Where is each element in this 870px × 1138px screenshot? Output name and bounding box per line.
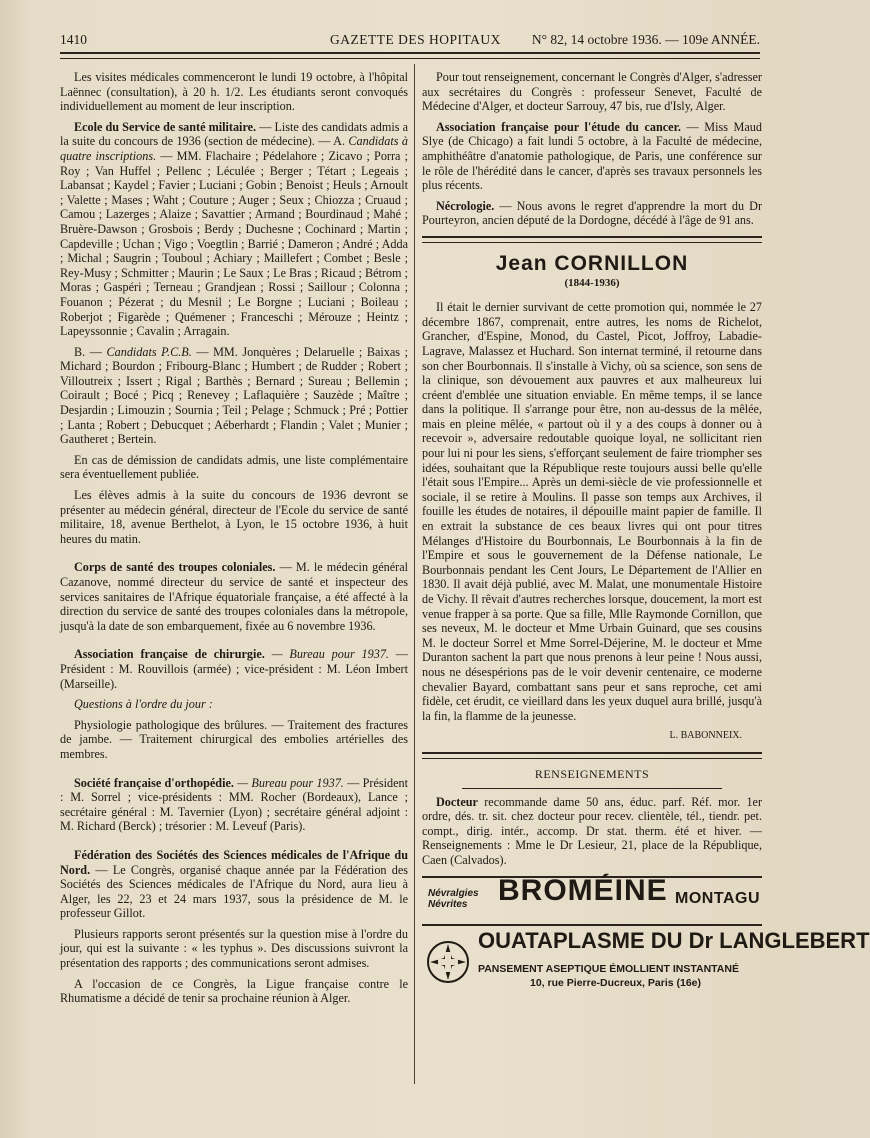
renseignements-body: recommande dame 50 ans, éduc. parf. Réf. mor. 1er ordre, dés. tr. sit. chez docteur pour recev. clientèle, tél., tiendr. pet. compt., dirig. intér., accomp. Dr stat. therm. été et hiver. — Renseignements : Mme le Dr Lesieur, 21, place de la République, Caen (Calvados). — [422, 794, 763, 867]
bromeine-indications — [428, 888, 479, 910]
obituary-dates: (1844-1936) — [564, 276, 620, 289]
chirurgie-questions-text: Physiologie pathologique des brûlures. — Traitement des fractures de jambe. — Traitement chirurgical des embolies artérielles des membres. — [60, 717, 408, 761]
necrologie-title: Nécrologie. — [436, 198, 495, 213]
ecole-b-label: Candidats P.C.B. — [106, 344, 192, 359]
header-rule — [60, 52, 760, 59]
corps-title: Corps de santé des troupes coloniales. — [74, 560, 276, 575]
renseignements-bold: Docteur — [436, 794, 478, 809]
page-header — [60, 28, 760, 50]
journal-title: GAZETTE DES HOPITAUX — [330, 32, 501, 47]
ecole-b-lead: B. — — [74, 344, 102, 359]
orthopedie-section — [60, 776, 408, 834]
cross-star-logo-icon — [426, 940, 470, 984]
necrologie-text: — Nous avons le regret d'apprendre la mort du Dr Pourteyron, ancien député de la Dordogne, décédé à l'âge de 91 ans. — [422, 198, 763, 228]
orthopedie-title: Société française d'orthopédie. — [74, 775, 234, 790]
right-column — [422, 70, 870, 1000]
cancer-section — [422, 120, 762, 193]
column-divider — [414, 64, 415, 1084]
ecole-title: Ecole du Service de santé militaire. — [74, 119, 257, 134]
issue-info: N° 82, 14 octobre 1936. — 109e ANNÉE. — [531, 32, 760, 47]
obituary-signature: L. BABONNEIX. — [669, 730, 742, 742]
rapports-paragraph: Plusieurs rapports seront présentés sur la question mise à l'ordre du jour, qui est la suivante : « les typhus ». Des discussions suivront la présentation des rapports ; des communications seront admises. — [60, 926, 408, 971]
corps-section — [60, 560, 408, 633]
ecole-lead: — Liste des candidats admis a la suite du concours de 1936 (section de médecine). — A. — [60, 119, 408, 149]
federation-section — [60, 848, 408, 921]
chirurgie-bureau: — Bureau pour 1937. — [271, 647, 389, 662]
visites-paragraph: Les visites médicales commenceront le lundi 19 octobre, à l'hôpital Laënnec (consultation), à 20 h. 1/2. Les étudiants seront convoqués individuellement au moment de leur inscription. — [60, 70, 408, 114]
ouataplasme-address: 10, rue Pierre-Ducreux, Paris (16e) — [530, 976, 702, 989]
chirurgie-title: Association française de chirurgie. — [74, 647, 265, 662]
bromeine-advertisement — [422, 873, 762, 926]
ecole-a-list: — MM. Flachaire ; Pédelahore ; Zicavo ; Porra ; Roy ; Van Huffel ; Pellenc ; Léculée ; Berger ; Tétart ; Legeais ; Labansat ; Kaydel ; Favier ; Luciani ; Gobin ; Benoist ; Heuls ; Arnoult ; Valette ; Mases ; Waht ; Couture ; Auger ; Seux ; Chiozza ; Cruaud ; Camou ; Lazerges ; Alaize ; Savattier ; Armand ; Bourdinaud ; Mahé ; Bruère-Dawson ; Grosbois ; Berdy ; Duchesne ; Cochinard ; Martin ; Capdeville ; Uchan ; Vigo ; Voegtlin ; Barrié ; Dameron ; André ; Adda ; Michal ; Saugrin ; Touboul ; Achiary ; Maillefert ; Combet ; Besle ; Rey-Musy ; Schmitter ; Maurin ; Le Saux ; Le Bras ; Ricaud ; Bétrom ; Moras ; Gaspéri ; Terneau ; Grandjean ; Rossi ; Saillour ; Colonna ; Fouanon ; Pézerat ; du Mesnil ; Le Borgne ; Luciani ; Boileau ; Roberjot ; Figarède ; Quémener ; Franceschi ; Mérouze ; Heintz ; Lapeyssonnie ; Cavalin ; Arragain. — [60, 148, 408, 339]
ecole-section — [60, 120, 408, 339]
chirurgie-section — [60, 647, 408, 691]
left-column — [60, 70, 408, 1012]
obituary-rule — [422, 236, 762, 243]
renseignements-underline — [462, 788, 722, 789]
chirurgie-text: — Président : M. Rouvillois (armée) ; vice-président : M. Léon Imbert (Marseille). — [60, 647, 409, 691]
renseignements-title: RENSEIGNEMENTS — [534, 766, 650, 781]
cancer-title: Association française pour l'étude du cancer. — [436, 119, 681, 134]
pansement-tagline: PANSEMENT ASEPTIQUE ÉMOLLIENT INSTANTANÉ — [478, 962, 739, 975]
obituary-name: Jean CORNILLON — [495, 251, 689, 275]
bromeine-brand: BROMÉINE — [498, 873, 668, 907]
orthopedie-text: — Président : M. Sorrel ; vice-présidents : MM. Rocher (Bordeaux), Lance ; secrétaire général : M. Tavernier (Lyon) ; secrétaire général adjoint : M. Richard (Berck) ; trésorier : M. Leveuf (Paris). — [60, 775, 409, 834]
nevrites-label: Névrites — [428, 898, 468, 910]
ecole-b-section — [60, 345, 408, 447]
ecole-b-list: — MM. Jonquères ; Delaruelle ; Baixas ; Michard ; Bourdon ; Fribourg-Blanc ; Humbert ; de Rudder ; Robert ; Villoutreix ; Issert ; Rigal ; Barthès ; Bernard ; Sureau ; Bellemin ; Coirault ; Bocé ; Picq ; Renevey ; Laflaquière ; Sauzède ; Maître ; Desjardin ; Limouzin ; Sournia ; Teil ; Pelage ; Schmuck ; Pré ; Pottier ; Lanta ; Robert ; Debucquet ; Aéberhardt ; Flandin ; Valet ; Munier ; Gautheret ; Bertein. — [60, 344, 408, 447]
page-number: 1410 — [60, 32, 87, 47]
federation-title: Fédération des Sociétés des Sciences médicales de l'Afrique du Nord. — [60, 847, 408, 877]
ligue-paragraph: A l'occasion de ce Congrès, la Ligue française contre le Rhumatisme a décidé de tenir sa prochaine réunion à Alger. — [60, 976, 408, 1006]
renseignements-rule — [422, 752, 762, 759]
chirurgie-questions: Questions à l'ordre du jour : — [74, 697, 213, 712]
neuralgies-label: Névralgies — [428, 887, 479, 899]
renseignements-text — [422, 795, 762, 868]
federation-text: — Le Congrès, organisé chaque année par la Fédération des Sociétés des Sciences médicales de l'Afrique du Nord, aura lieu à Alger, les 22, 23 et 24 mars 1937, sous la présidence de M. le professeur Gillot. — [60, 862, 408, 921]
ouataplasme-advertisement — [422, 927, 870, 1000]
demission-paragraph: En cas de démission de candidats admis, une liste complémentaire sera éventuellement publiée. — [60, 452, 408, 482]
eleves-paragraph: Les élèves admis à la suite du concours de 1936 devront se présenter au médecin général, directeur de l'Ecole du service de santé militaire, 18, avenue Berthelot, à Lyon, le 15 octobre 1936, à huit heures du matin. — [60, 488, 408, 546]
ecole-a-label: Candidats à quatre inscriptions. — [60, 134, 408, 163]
montagu-brand: MONTAGU — [675, 889, 760, 907]
necrologie-section — [422, 199, 762, 228]
alger-paragraph: Pour tout renseignement, concernant le Congrès d'Alger, s'adresser aux secrétaires du Congrès : professeur Senevet, Faculté de Médecine d'Alger, et docteur Sarrouy, 47 bis, rue d'Isly, Alger. — [422, 70, 762, 114]
obituary-text: Il était le dernier survivant de cette promotion qui, nommée le 27 décembre 1867, comprenait, entre autres, les noms de Richelot, Grancher, d'Espine, Monod, du Castel, Picot, Joffroy, Labadie-Lagrave, Malassez et Huchard. Son internat terminé, il retourne dans son cher Bourbonnais. Il s'installe à Vichy, où sa science, son sens de la clinique, son dévouement aux pauvres et aux malheureux lui créent d'emblée une situation enviable. En même temps, il se lance dans la politique. Il s'arrange pour être, non au-dessus de la mêlée, mais en pleine mêlée, « partout où il y a des coups à donner ou à recevoir », adversaire redoutable quoique loyal, ne sollicitant rien pour lui ni pour les siens, s'efforçant seulement de faire triompher ses idées, souhaitant que la République reste toujours aussi belle qu'elle l'était sous l'Empire... Après un demi-siècle de vie professionnelle et sociale, il se retire à Moulins. Il passe son temps aux Archives, il fouille les études de notaires, il dépouille maint papier de famille. Il en extrait la substance de ces beaux livres qui ont pour titres Mélanges d'Histoire du Bourbonnais, Le Bourbonnais à la fin de l'Empire et sous le gouvernement de la Défense nationale, Le Bourbonnais pendant les Cent Jours, Le Département de l'Allier en 1830. Il avait déjà publié, avec M. Malat, une monumentale Histoire de Vichy. Il rêvait d'autres recherches lorsque, doucement, la mort est venue frapper à sa porte. Que sa fille, Mlle Raymonde Cornillon, que ses neveux, M. le docteur et Mme Urbain Guinard, que ses cousins M. le docteur Sorrel et Mme Sorrel-Déjerine, M. le docteur et Mme Duranton sachent la part que nous prenons à leur peine ! Nous aussi, nous ne désespérions pas de le voir devenir centenaire, ce moderne chevalier Bayard, combattant sans peur et sans reproche, cet ami fidèle, cet érudit, ce vieillard dans les yeux duquel aura brillé, jusqu'à la fin, la flamme de la jeunesse. — [422, 300, 762, 723]
ouataplasme-brand: OUATAPLASME DU Dr LANGLEBERT — [478, 927, 870, 953]
cancer-text: — Miss Maud Slye (de Chicago) a fait lundi 5 octobre, à la Faculté de médecine, amphithéâtre d'anatomie pathologique, de Paris, une conférence sur le rôle de l'hérédité dans le cancer, d'après ses travaux personnels les plus récents. — [422, 119, 762, 193]
orthopedie-bureau: — Bureau pour 1937. — [237, 775, 344, 790]
corps-text: — M. le médecin général Cazanove, nommé directeur du service de santé et inspecteur des services sanitaires de l'Afrique équatoriale française, a été affecté à la direction du service de santé des troupes coloniales dans la métropole, jusqu'à la date de son embarquement, fixée au 6 novembre 1936. — [60, 560, 409, 633]
